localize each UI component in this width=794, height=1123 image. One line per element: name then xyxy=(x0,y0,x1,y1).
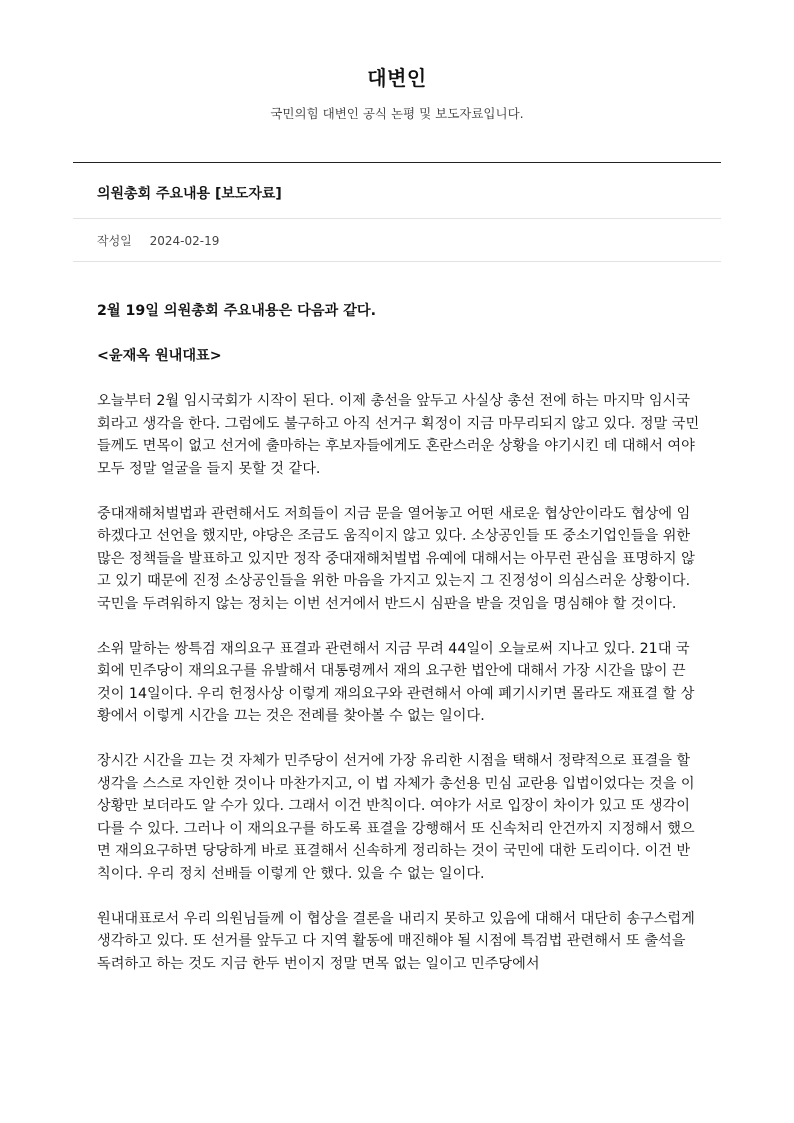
article-paragraph: 소위 말하는 쌍특검 재의요구 표결과 관련해서 지금 무려 44일이 오늘로써 지나고 있다. 21대 국회에 민주당이 재의요구를 유발해서 대통령께서 재의 요구한 법안에 대해서 가장 시간을 많이 끈 것이 14일이다. 우리 헌정사상 이렇게 재의요구와 관련해서 아예 폐기시키면 몰라도 재표결 할 상황에서 이렇게 시간을 끄는 것은 전례를 찾아볼 수 없는 일이다. xyxy=(97,640,695,724)
article-body xyxy=(97,300,701,998)
title-divider xyxy=(73,218,721,219)
post-date: 2024-02-19 xyxy=(149,234,220,248)
article-paragraph: 원내대표로서 우리 의원님들께 이 협상을 결론을 내리지 못하고 있음에 대해서 대단히 송구스럽게 생각하고 있다. 또 선거를 앞두고 다 지역 활동에 매진해야 될 시점에 특검법 관련해서 또 출석을 독려하고 하는 것도 지금 한두 번이지 정말 면목 없는 일이고 민주당에서 xyxy=(97,910,695,972)
header-divider xyxy=(73,162,721,163)
article-paragraph: 오늘부터 2월 임시국회가 시작이 된다. 이제 총선을 앞두고 사실상 총선 전에 하는 마지막 임시국회라고 생각을 한다. 그럼에도 불구하고 아직 선거구 획정이 지금 마무리되지 않고 있다. 정말 국민들께도 면목이 없고 선거에 출마하는 후보자들에게도 혼란스러운 상황을 야기시킨 데 대해서 여야 모두 정말 얼굴을 들지 못할 것 같다. xyxy=(97,393,700,477)
meta-divider xyxy=(73,261,721,262)
site-title: 대변인 xyxy=(367,66,427,90)
site-description: 국민의힘 대변인 공식 논평 및 보도자료입니다. xyxy=(270,106,524,121)
speaker-heading: <윤재옥 원내대표> xyxy=(97,348,222,364)
article-paragraph: 장시간 시간을 끄는 것 자체가 민주당이 선거에 가장 유리한 시점을 택해서 정략적으로 표결을 할 생각을 스스로 자인한 것이나 마찬가지고, 이 법 자체가 총선용 민심 교란용 입법이었다는 것을 이 상황만 보더라도 알 수가 있다. 그래서 이건 반칙이다. 여야가 서로 입장이 차이가 있고 또 생각이 다를 수 있다. 그러나 이 재의요구를 하도록 표결을 강행해서 또 신속처리 안건까지 지정해서 했으면 재의요구하면 당당하게 바로 표결해서 신속하게 정리하는 것이 국민에 대한 도리이다. 이건 반칙이다. 우리 정치 선배들 이렇게 안 했다. 있을 수 없는 일이다. xyxy=(97,753,695,882)
article-lead: 2월 19일 의원총회 주요내용은 다음과 같다. xyxy=(97,303,376,319)
article-paragraph: 중대재해처벌법과 관련해서도 저희들이 지금 문을 열어놓고 어떤 새로운 협상안이라도 협상에 임하겠다고 선언을 했지만, 야당은 조금도 움직이지 않고 있다. 소상공인들 또 중소기업인들을 위한 많은 정책들을 발표하고 있지만 정작 중대재해처벌법 유예에 대해서는 아무런 관심을 표명하지 않고 있기 때문에 진정 소상공인들을 위한 마음을 가지고 있는지 그 진정성이 의심스러운 상황이다. 국민을 두려워하지 않는 정치는 이번 선거에서 반드시 심판을 받을 것임을 명심해야 할 것이다. xyxy=(97,505,695,612)
post-title: 의원총회 주요내용 [보도자료] xyxy=(97,186,282,202)
date-label: 작성일 xyxy=(97,234,132,248)
post-meta xyxy=(97,232,219,249)
